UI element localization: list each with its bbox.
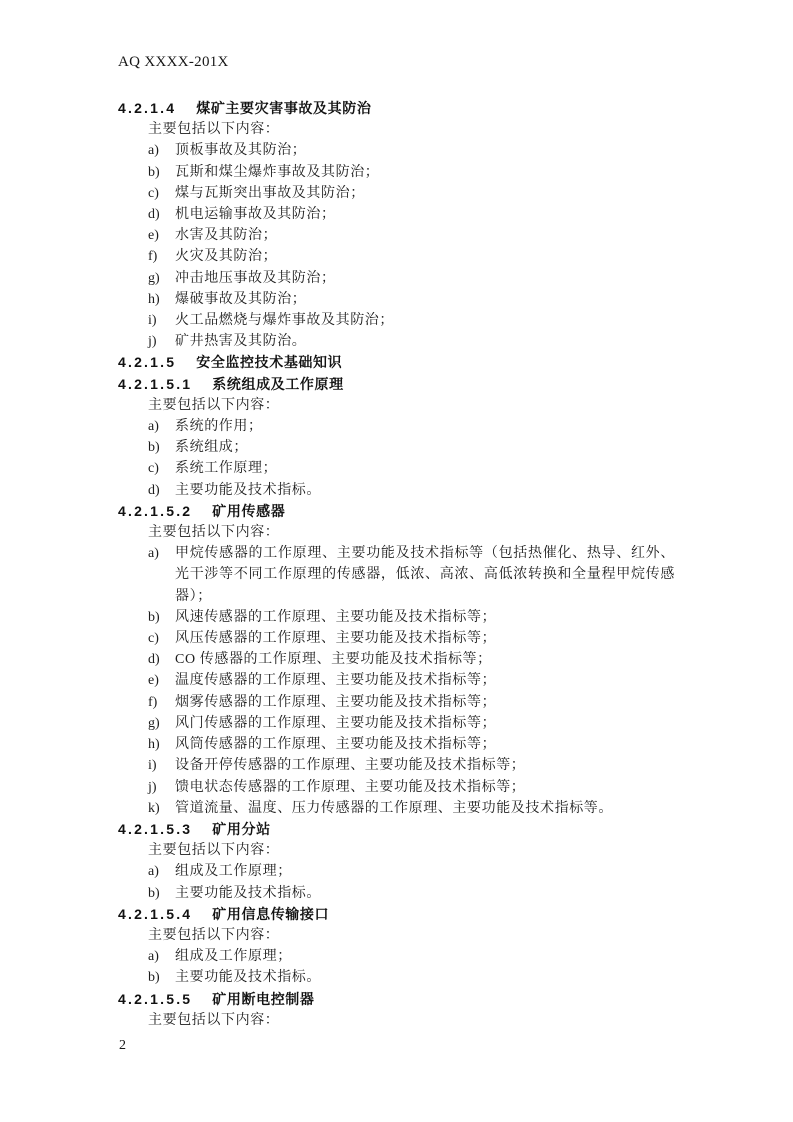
- list-item-text: 烟雾传感器的工作原理、主要功能及技术指标等；: [175, 694, 497, 710]
- list-item-label: h): [148, 291, 160, 307]
- section-title: 安全监控技术基础知识: [196, 354, 343, 371]
- list-item-text: 火灾及其防治；: [175, 249, 278, 265]
- list-item-label: c): [148, 631, 159, 647]
- document-content: [118, 98, 675, 1031]
- list-item-label: i): [148, 313, 157, 329]
- list-item-text: 风筒传感器的工作原理、主要功能及技术指标等；: [175, 737, 497, 753]
- list-item-label: g): [148, 715, 160, 731]
- section-number: 4.2.1.5.4: [118, 905, 193, 922]
- list-item-label: a): [148, 949, 159, 965]
- list-item-label: d): [148, 652, 160, 668]
- list-item-text: 机电运输事故及其防治；: [175, 207, 336, 223]
- list-item: [118, 734, 675, 755]
- list-intro: 主要包括以下内容：: [148, 1012, 280, 1028]
- list-item-label: h): [148, 737, 160, 753]
- list-item: [118, 798, 675, 819]
- section-number: 4.2.1.4: [118, 100, 177, 116]
- list-item-label: b): [148, 440, 160, 456]
- list-item-label: k): [148, 800, 160, 816]
- list-item-text: 温度传感器的工作原理、主要功能及技术指标等；: [175, 673, 497, 689]
- list-item-label: g): [148, 270, 160, 286]
- section-heading: [118, 374, 675, 395]
- list-item-label: f): [148, 249, 158, 265]
- list-item-label: f): [148, 694, 158, 710]
- list-intro: 主要包括以下内容：: [148, 397, 280, 413]
- list-item-label: b): [148, 885, 160, 901]
- section-heading: [118, 904, 675, 925]
- list-item-text: CO 传感器的工作原理、主要功能及技术指标等；: [175, 652, 492, 668]
- list-item: [118, 437, 675, 458]
- list-item-label: e): [148, 673, 159, 689]
- list-item: [118, 713, 675, 734]
- list-item-label: j): [148, 334, 157, 350]
- list-item-text: 系统工作原理；: [175, 461, 278, 477]
- list-intro: 主要包括以下内容：: [148, 843, 280, 859]
- list-item-label: c): [148, 461, 159, 477]
- list-item: [118, 204, 675, 225]
- section-number: 4.2.1.5.1: [118, 375, 193, 392]
- section-number: 4.2.1.5.3: [118, 820, 193, 837]
- list-item: [118, 310, 675, 331]
- list-item-label: a): [148, 864, 159, 880]
- list-item-label: a): [148, 143, 159, 159]
- list-item: [118, 458, 675, 479]
- list-item-label: j): [148, 779, 157, 795]
- list-item: [118, 140, 675, 161]
- section-heading: [118, 98, 675, 119]
- list-item: [118, 670, 675, 691]
- section-heading: [118, 501, 675, 522]
- section-number: 4.2.1.5.2: [118, 502, 193, 519]
- list-item-text: 甲烷传感器的工作原理、主要功能及技术指标等（包括热催化、热导、红外、光干涉等不同工作原理的传感器，低浓、高浓、高低浓转换和全量程甲烷传感器）；: [175, 546, 675, 604]
- section-title: 煤矿主要灾害事故及其防治: [196, 100, 372, 116]
- list-item: [118, 246, 675, 267]
- section-heading: [118, 989, 675, 1010]
- list-item-text: 矿井热害及其防治。: [175, 334, 307, 350]
- list-item: [118, 692, 675, 713]
- list-item-label: e): [148, 228, 159, 244]
- section-title: 矿用信息传输接口: [212, 905, 330, 922]
- list-item-text: 主要功能及技术指标。: [175, 970, 321, 986]
- list-item-label: b): [148, 609, 160, 625]
- list-item-text: 组成及工作原理；: [175, 949, 292, 965]
- list-item-label: d): [148, 207, 160, 223]
- list-item-text: 设备开停传感器的工作原理、主要功能及技术指标等；: [175, 758, 526, 774]
- list-item-text: 风速传感器的工作原理、主要功能及技术指标等；: [175, 609, 497, 625]
- list-item-text: 顶板事故及其防治；: [175, 143, 307, 159]
- list-item-label: b): [148, 970, 160, 986]
- list-item: [118, 946, 675, 967]
- section-number: 4.2.1.5.5: [118, 990, 193, 1007]
- list-item: [118, 607, 675, 628]
- list-item-label: c): [148, 185, 159, 201]
- list-item: [118, 755, 675, 776]
- list-intro: 主要包括以下内容：: [148, 927, 280, 943]
- list-item-text: 主要功能及技术指标。: [175, 482, 321, 498]
- list-item: [118, 331, 675, 352]
- list-item: [118, 649, 675, 670]
- section-title: 系统组成及工作原理: [212, 375, 344, 392]
- section-title: 矿用断电控制器: [212, 990, 315, 1007]
- list-item-text: 火工品燃烧与爆炸事故及其防治；: [175, 313, 394, 329]
- section-heading: [118, 819, 675, 840]
- document-header-code: AQ XXXX-201X: [118, 54, 229, 70]
- list-item: [118, 162, 675, 183]
- list-item: [118, 289, 675, 310]
- list-item: [118, 883, 675, 904]
- list-item-text: 爆破事故及其防治；: [175, 291, 307, 307]
- list-item: [118, 416, 675, 437]
- list-item-label: d): [148, 482, 160, 498]
- list-item: [118, 268, 675, 289]
- list-item-text: 馈电状态传感器的工作原理、主要功能及技术指标等；: [175, 779, 526, 795]
- list-item-text: 组成及工作原理；: [175, 864, 292, 880]
- list-item-text: 风门传感器的工作原理、主要功能及技术指标等；: [175, 715, 497, 731]
- list-item: [118, 628, 675, 649]
- list-item: [118, 967, 675, 988]
- list-intro: 主要包括以下内容：: [148, 122, 280, 138]
- list-item-label: b): [148, 164, 160, 180]
- list-item-text: 管道流量、温度、压力传感器的工作原理、主要功能及技术指标等。: [175, 800, 613, 816]
- section-heading: [118, 352, 675, 373]
- list-item-text: 风压传感器的工作原理、主要功能及技术指标等；: [175, 631, 497, 647]
- list-item: [118, 183, 675, 204]
- list-item-label: a): [148, 546, 159, 562]
- section-title: 矿用传感器: [212, 502, 286, 519]
- list-item-label: a): [148, 419, 159, 435]
- list-item-text: 水害及其防治；: [175, 228, 278, 244]
- list-item-label: i): [148, 758, 157, 774]
- list-item-text: 煤与瓦斯突出事故及其防治；: [175, 185, 365, 201]
- section-title: 矿用分站: [212, 820, 271, 837]
- list-item: [118, 861, 675, 882]
- list-item-text: 主要功能及技术指标。: [175, 885, 321, 901]
- list-item: [118, 777, 675, 798]
- list-item-text: 瓦斯和煤尘爆炸事故及其防治；: [175, 164, 380, 180]
- list-item: [118, 543, 675, 607]
- list-item-text: 系统的作用；: [175, 419, 263, 435]
- list-item: [118, 480, 675, 501]
- list-item-text: 冲击地压事故及其防治；: [175, 270, 336, 286]
- page-number: 2: [119, 1038, 126, 1053]
- list-item: [118, 225, 675, 246]
- list-intro: 主要包括以下内容：: [148, 525, 280, 541]
- list-item-text: 系统组成；: [175, 440, 248, 456]
- section-number: 4.2.1.5: [118, 354, 177, 371]
